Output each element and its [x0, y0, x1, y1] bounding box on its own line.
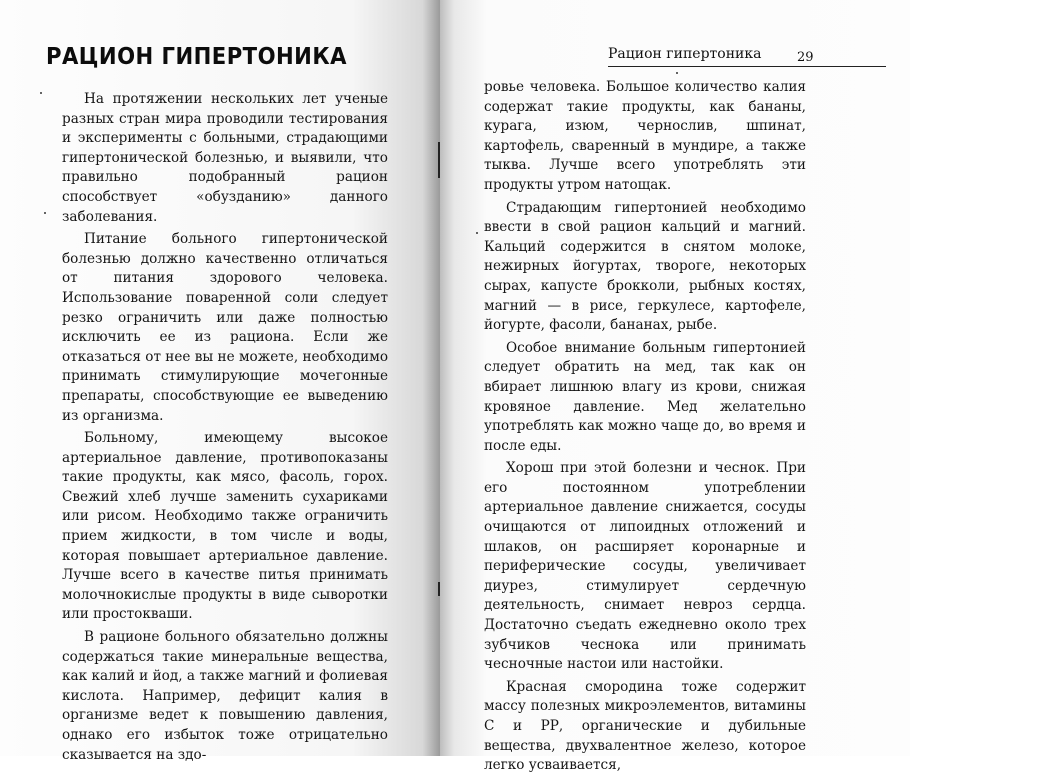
left-page — [0, 0, 440, 763]
paragraph: На протяжении нескольких лет ученые разных стран мира проводили тестирования и эксперименты с больными, страдающими гипертонической болезнью, и выявили, что правильно подобранный рацион способствует «обузданию» данного заболевания. — [62, 91, 388, 225]
print-speck — [40, 92, 42, 94]
paragraph: Страдающим гипертонией необходимо ввести в свой рацион кальций и магний. Кальций содержится в снятом молоке, нежирных йогуртах, твороге, некоторых сырах, капусте брокколи, рыбных костях, магний — в рисе, геркулесе, картофеле, йогурте, фасоли, бананах, рыбе. — [484, 199, 806, 334]
print-speck — [44, 212, 46, 214]
paragraph: В рационе больного обязательно должны содержаться такие минеральные вещества, как калий и йод, а также магний и фолиевая кислота. Например, дефицит калия в организме ведет к повышению давления, однако его избыток тоже отрицательно сказывается на здо- — [62, 629, 388, 763]
paragraph: Красная смородина тоже содержит массу полезных микроэлементов, витамины С и РР, органические и дубильные вещества, двухвалентное железо, которое легко усваивается, — [484, 678, 806, 774]
right-page-body — [484, 78, 806, 776]
print-speck — [676, 72, 678, 74]
paragraph: Больному, имеющему высокое артериальное давление, противопоказаны такие продукты, как мясо, фасоль, горох. Свежий хлеб лучше заменить сухариками или рисом. Необходимо также ограничить прием жидкости, в том числе и воды, которая повышает артериальное давление. Лучше всего в качестве питья принимать молочнокислые продукты в виде сыворотки или простокваши. — [62, 430, 388, 623]
paragraph: Питание больного гипертонической болезнью должно качественно отличаться от питания здорового человека. Использование поваренной соли следует резко ограничить или даже полностью исключить ее из рациона. Если же отказаться от нее вы не можете, необходимо принимать стимулирующие мочегонные препараты, способствующие ее выведению из организма. — [62, 231, 388, 424]
paragraph: Особое внимание больным гипертонией следует обратить на мед, так как он вбирает лишнюю влагу из крови, снижая кровяное давление. Мед желательно употреблять как можно чаще до, во время и после еды. — [484, 339, 806, 454]
left-page-body — [62, 90, 388, 765]
running-head-rule — [608, 66, 886, 67]
paragraph-continuation: ровье человека. Большое количество калия содержат такие продукты, как бананы, курага, изюм, чернослив, шпинат, картофель, сваренный в мундире, а также тыква. Лучше всего употреблять эти продукты утром натощак. — [484, 79, 806, 193]
running-head: Рацион гипертоника — [608, 46, 762, 62]
print-speck — [476, 232, 478, 234]
paragraph: Хорош при этой болезни и чеснок. При его постоянном употреблении артериальное давление снижается, сосуды очищаются от липоидных отложений и шлаков, он расширяет коронарные и периферические сосуды, увеличивает диурез, стимулирует сердечную деятельность, снимает невроз сердца. Достаточно съедать ежедневно около трех зубчиков чеснока или принимать чесночные настои или настойки. — [484, 460, 806, 673]
chapter-title: РАЦИОН ГИПЕРТОНИКА — [46, 44, 347, 70]
page-number: 29 — [797, 50, 814, 65]
